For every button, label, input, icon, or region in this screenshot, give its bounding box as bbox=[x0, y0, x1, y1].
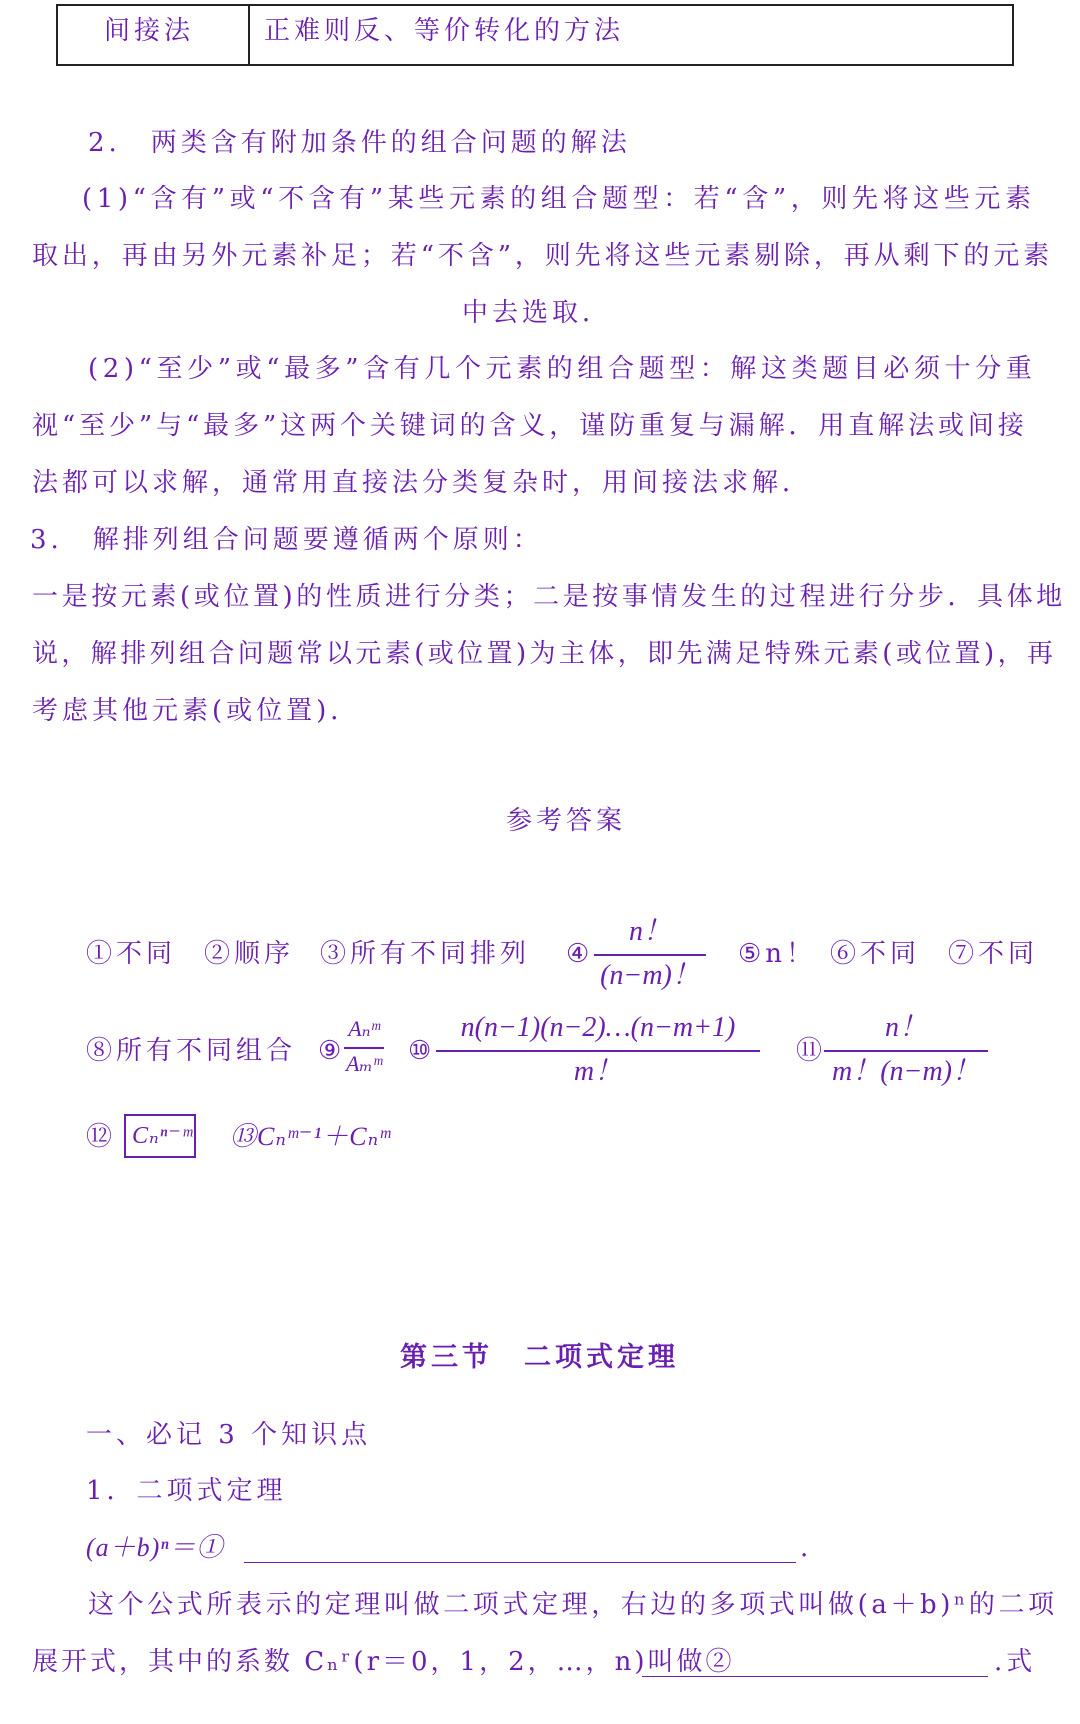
para-1-line-1: (1)“含有”或“不含有”某些元素的组合题型：若“含”，则先将这些元素 bbox=[82, 184, 1036, 214]
para-4-line-2: 展开式，其中的系数 Cₙʳ(r＝0，1，2，…，n)叫做② bbox=[32, 1647, 735, 1677]
answer-9-marker: ⑨ bbox=[318, 1036, 346, 1066]
answer-11-denominator: m！(n−m)！ bbox=[832, 1056, 980, 1087]
answer-3: ③所有不同排列 bbox=[320, 939, 531, 969]
method-table-row bbox=[56, 4, 1014, 66]
para-1-line-3: 中去选取． bbox=[462, 298, 613, 328]
para-3-line-3: 考虑其他元素(或位置)． bbox=[32, 696, 361, 726]
answer-13: ⑬Cₙᵐ⁻¹＋Cₙᵐ bbox=[230, 1122, 391, 1151]
answer-11-marker: ⑪ bbox=[796, 1036, 827, 1066]
para-2-line-3: 法都可以求解，通常用直接法分类复杂时，用间接法求解． bbox=[32, 468, 813, 498]
para-3-line-2: 说，解排列组合问题常以元素(或位置)为主体，即先满足特殊元素(或位置)，再 bbox=[32, 639, 1057, 669]
answers-title: 参考答案 bbox=[506, 806, 627, 836]
answer-8: ⑧所有不同组合 bbox=[86, 1036, 297, 1066]
fraction-bar bbox=[594, 954, 706, 956]
answer-4-fraction bbox=[594, 918, 706, 998]
answer-10-numerator: n(n−1)(n−2)…(n−m+1) bbox=[460, 1012, 736, 1043]
fraction-bar bbox=[824, 1050, 988, 1052]
para-4-line-1: 这个公式所表示的定理叫做二项式定理，右边的多项式叫做(a＋b)ⁿ的二项 bbox=[88, 1590, 1058, 1620]
fraction-bar bbox=[344, 1047, 384, 1049]
table-divider bbox=[248, 6, 250, 64]
answer-12-box bbox=[124, 1114, 196, 1158]
answer-5: ⑤n！ bbox=[738, 939, 817, 969]
binomial-formula-prefix: (a＋b)ⁿ＝① bbox=[86, 1533, 224, 1562]
answer-10-marker: ⑩ bbox=[408, 1036, 436, 1066]
table-cell-method: 间接法 bbox=[104, 16, 195, 46]
para-4-line-2-end: .式 bbox=[994, 1647, 1037, 1677]
answer-12-combination: Cₙⁿ⁻ᵐ bbox=[132, 1123, 193, 1149]
answer-12-marker: ⑫ bbox=[86, 1122, 117, 1152]
section-2-title: 2. 两类含有附加条件的组合问题的解法 bbox=[88, 128, 631, 158]
answer-4-marker: ④ bbox=[566, 939, 594, 969]
answer-1: ①不同 bbox=[86, 939, 177, 969]
answer-11-fraction bbox=[824, 1014, 988, 1094]
answer-9-fraction bbox=[344, 1018, 384, 1082]
table-cell-description: 正难则反、等价转化的方法 bbox=[264, 16, 625, 46]
binomial-formula-end: . bbox=[800, 1533, 813, 1563]
answer-2: ②顺序 bbox=[204, 939, 295, 969]
fraction-bar bbox=[436, 1050, 760, 1052]
answer-10-denominator: m！ bbox=[573, 1056, 623, 1087]
knowledge-points-title: 一、必记 3 个知识点 bbox=[86, 1420, 372, 1450]
para-1-line-2: 取出，再由另外元素补足；若“不含”，则先将这些元素剔除，再从剩下的元素 bbox=[32, 241, 1054, 271]
answer-9-denominator: Aₘᵐ bbox=[345, 1051, 383, 1076]
knowledge-point-1: 1．二项式定理 bbox=[86, 1476, 287, 1506]
para-3-line-1: 一是按元素(或位置)的性质进行分类；二是按事情发生的过程进行分步．具体地 bbox=[32, 582, 1066, 612]
answer-11-numerator: n！ bbox=[884, 1012, 927, 1043]
answer-9-numerator: Aₙᵐ bbox=[348, 1016, 380, 1041]
para-2-line-1: (2)“至少”或“最多”含有几个元素的组合题型：解这类题目必须十分重 bbox=[88, 354, 1037, 384]
answer-10-fraction bbox=[436, 1014, 760, 1094]
answer-7: ⑦不同 bbox=[948, 939, 1039, 969]
blank-2 bbox=[642, 1676, 988, 1677]
para-2-line-2: 视“至少”与“最多”这两个关键词的含义，谨防重复与漏解．用直解法或间接 bbox=[32, 411, 1028, 441]
answer-6: ⑥不同 bbox=[830, 939, 921, 969]
section-title: 第三节 二项式定理 bbox=[400, 1342, 679, 1373]
answer-4-numerator: n！ bbox=[628, 916, 671, 947]
blank-1 bbox=[244, 1562, 796, 1563]
section-3-title: 3. 解排列组合问题要遵循两个原则： bbox=[30, 525, 543, 555]
answer-4-denominator: (n−m)！ bbox=[600, 960, 700, 991]
